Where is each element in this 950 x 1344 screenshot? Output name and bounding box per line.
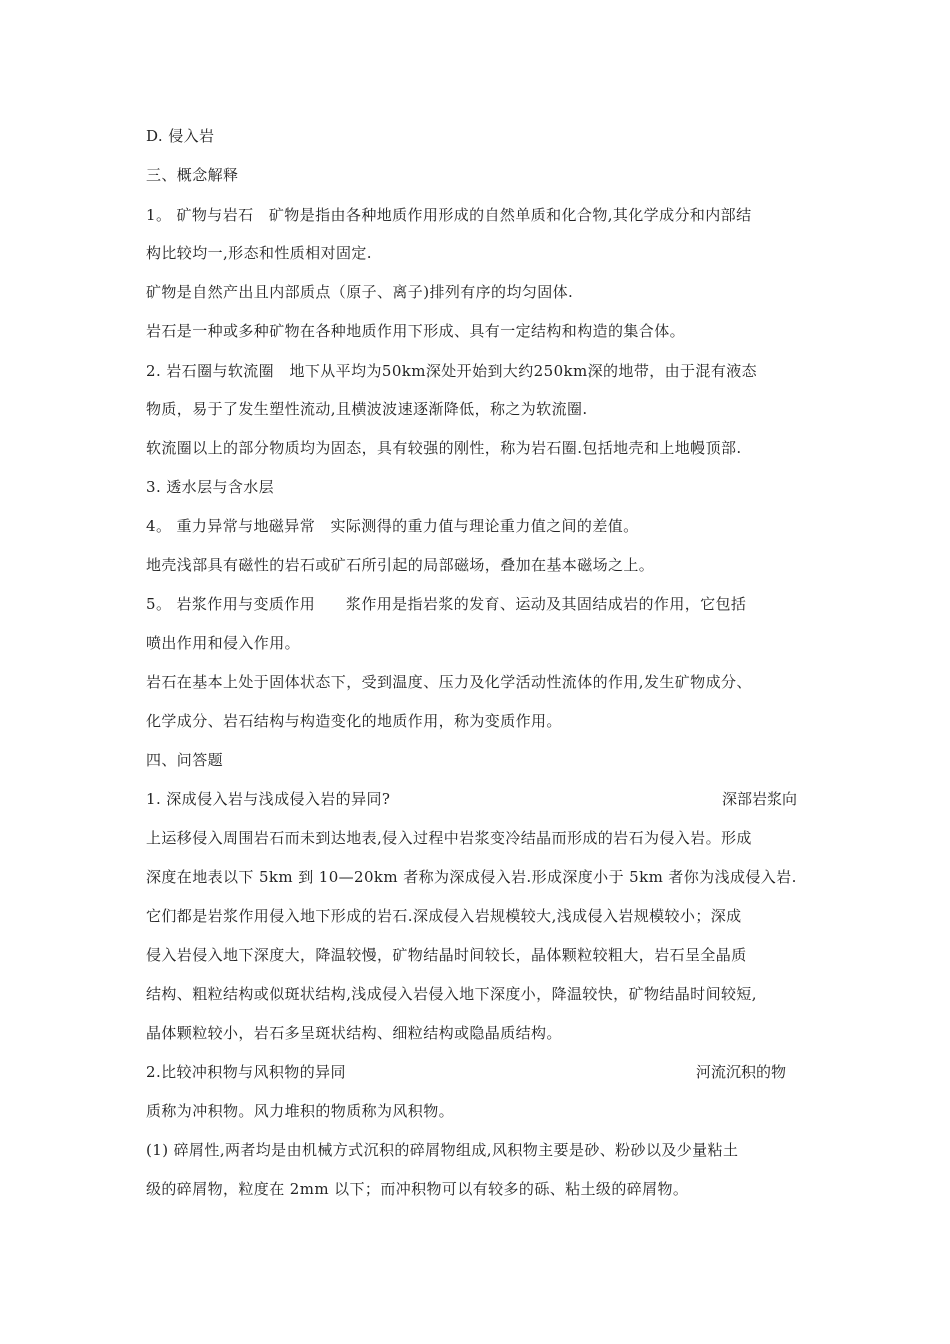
paragraph-line: (1) 碎屑性,两者均是由机械方式沉积的碎屑物组成,风积物主要是砂、粉砂以及少量粘土 xyxy=(146,1141,739,1159)
question-2: 2.比较冲积物与风积物的异同 xyxy=(146,1063,346,1081)
question-1: 1. 深成侵入岩与浅成侵入岩的异同? xyxy=(146,790,391,808)
paragraph-line: 构比较均一,形态和性质相对固定. xyxy=(146,244,372,262)
paragraph-line: 1。 矿物与岩石 矿物是指由各种地质作用形成的自然单质和化合物,其化学成分和内部结 xyxy=(146,206,752,224)
paragraph-line: 3. 透水层与含水层 xyxy=(146,478,275,496)
section-heading-3: 三、概念解释 xyxy=(146,166,239,184)
paragraph-line: 5。 岩浆作用与变质作用 浆作用是指岩浆的发育、运动及其固结成岩的作用，它包括 xyxy=(146,595,747,613)
paragraph-line: 4。 重力异常与地磁异常 实际测得的重力值与理论重力值之间的差值。 xyxy=(146,517,639,535)
paragraph-line: 矿物是自然产出且内部质点（原子、离子)排列有序的均匀固体. xyxy=(146,283,574,301)
answer-1-start: 深部岩浆向 xyxy=(722,790,798,808)
paragraph-line: 岩石在基本上处于固体状态下，受到温度、压力及化学活动性流体的作用,发生矿物成分、 xyxy=(146,673,752,691)
paragraph-line: 级的碎屑物，粒度在 2mm 以下；而冲积物可以有较多的砾、粘土级的碎屑物。 xyxy=(146,1180,689,1198)
paragraph-line: 软流圈以上的部分物质均为固态，具有较强的刚性，称为岩石圈.包括地壳和上地幔顶部. xyxy=(146,439,742,457)
answer-2-start: 河流沉积的物 xyxy=(696,1063,787,1081)
option-d: D. 侵入岩 xyxy=(146,127,215,145)
paragraph-line: 质称为冲积物。风力堆积的物质称为风积物。 xyxy=(146,1102,455,1120)
paragraph-line: 它们都是岩浆作用侵入地下形成的岩石.深成侵入岩规模较大,浅成侵入岩规模较小；深成 xyxy=(146,907,742,925)
paragraph-line: 2. 岩石圈与软流圈 地下从平均为50km深处开始到大约250km深的地带，由于混有液态 xyxy=(146,362,758,380)
paragraph-line: 晶体颗粒较小，岩石多呈斑状结构、细粒结构或隐晶质结构。 xyxy=(146,1024,562,1042)
paragraph-line: 结构、粗粒结构或似斑状结构,浅成侵入岩侵入地下深度小，降温较快，矿物结晶时间较短, xyxy=(146,985,757,1003)
paragraph-line: 上运移侵入周围岩石而未到达地表,侵入过程中岩浆变冷结晶而形成的岩石为侵入岩。形成 xyxy=(146,829,752,847)
paragraph-line: 物质，易于了发生塑性流动,且横波波速逐渐降低，称之为软流圈. xyxy=(146,400,588,418)
paragraph-line: 侵入岩侵入地下深度大，降温较慢，矿物结晶时间较长，晶体颗粒较粗大，岩石呈全晶质 xyxy=(146,946,747,964)
paragraph-line: 地壳浅部具有磁性的岩石或矿石所引起的局部磁场，叠加在基本磁场之上。 xyxy=(146,556,655,574)
paragraph-line: 喷出作用和侵入作用。 xyxy=(146,634,301,652)
paragraph-line: 深度在地表以下 5km 到 10—20km 者称为深成侵入岩.形成深度小于 5km 者你为浅成侵入岩. xyxy=(146,868,797,886)
paragraph-line: 岩石是一种或多种矿物在各种地质作用下形成、具有一定结构和构造的集合体。 xyxy=(146,322,686,340)
paragraph-line: 化学成分、岩石结构与构造变化的地质作用，称为变质作用。 xyxy=(146,712,562,730)
section-heading-4: 四、问答题 xyxy=(146,751,224,769)
